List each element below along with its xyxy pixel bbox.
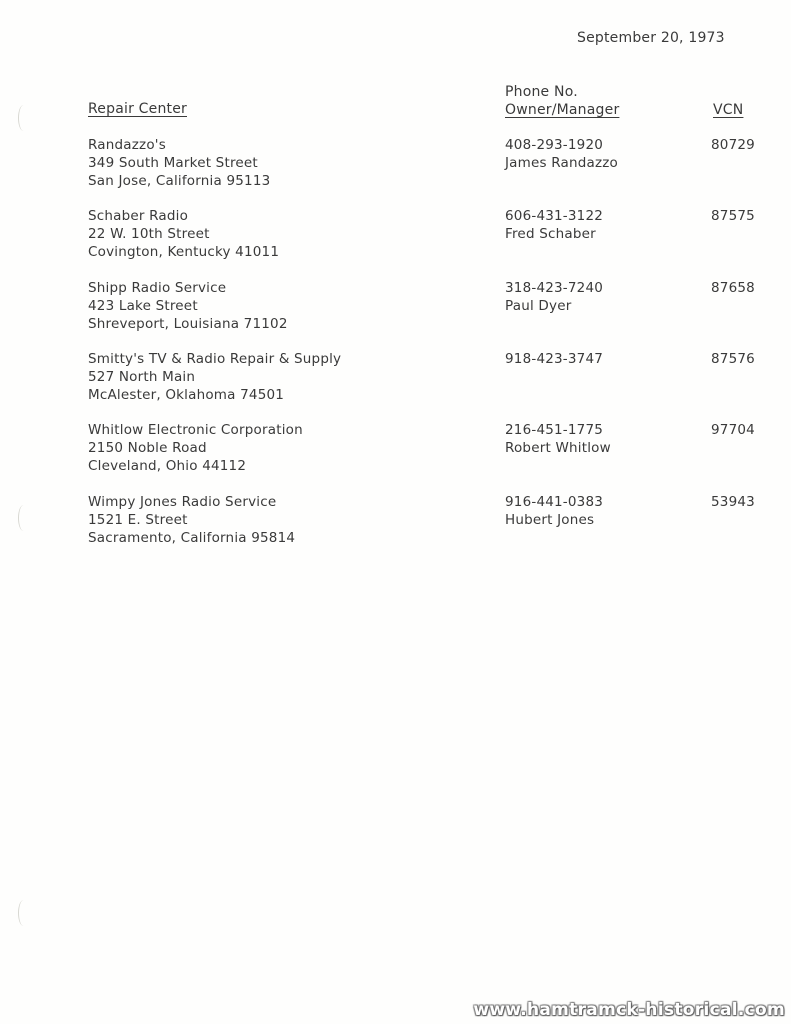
repair-center-address [88,136,270,190]
column-header-phone-no: Phone No. [505,84,578,100]
repair-center-street: 423 Lake Street [88,298,198,314]
repair-center-city: Shreveport, Louisiana 71102 [88,316,288,332]
repair-center-contact [505,421,611,457]
repair-center-phone: 408-293-1920 [505,137,604,153]
repair-center-address [88,279,288,333]
repair-center-name: Smitty's TV & Radio Repair & Supply [88,351,342,367]
site-watermark: www.hamtramck-historical.com [473,1000,785,1020]
repair-center-owner [505,368,603,386]
repair-center-vcn: 97704 [711,422,755,438]
repair-center-city: Cleveland, Ohio 44112 [88,458,247,474]
repair-center-phone: 606-431-3122 [505,208,604,224]
repair-center-phone: 318-423-7240 [505,280,604,296]
repair-center-contact [505,279,603,315]
repair-center-entry [0,421,791,481]
repair-center-address [88,350,341,404]
repair-center-address [88,207,279,261]
document-date: September 20, 1973 [577,30,725,46]
repair-center-address [88,421,303,475]
repair-center-city: McAlester, Oklahoma 74501 [88,387,285,403]
repair-center-contact [505,136,618,172]
repair-center-entry [0,279,791,339]
repair-center-contact [505,493,603,529]
repair-center-street: 1521 E. Street [88,512,188,528]
repair-center-owner: Fred Schaber [505,226,596,242]
repair-center-entry [0,136,791,196]
repair-center-entry [0,493,791,553]
repair-center-street: 2150 Noble Road [88,440,207,456]
column-header-repair-center: Repair Center [88,101,187,117]
repair-center-city: San Jose, California 95113 [88,173,271,189]
repair-center-owner: James Randazzo [505,155,619,171]
repair-center-owner: Hubert Jones [505,512,595,528]
repair-center-name: Schaber Radio [88,208,189,224]
repair-center-owner: Robert Whitlow [505,440,611,456]
binder-hole-mark [18,900,29,926]
repair-center-name: Shipp Radio Service [88,280,227,296]
repair-center-name: Wimpy Jones Radio Service [88,494,277,510]
repair-center-entry [0,207,791,267]
repair-center-contact [505,207,603,243]
repair-center-city: Sacramento, California 95814 [88,530,296,546]
repair-center-vcn: 53943 [711,494,755,510]
repair-center-owner: Paul Dyer [505,298,572,314]
repair-center-street: 349 South Market Street [88,155,258,171]
column-header-vcn: VCN [713,102,744,118]
repair-center-phone: 216-451-1775 [505,422,604,438]
repair-center-phone: 916-441-0383 [505,494,604,510]
repair-center-street: 527 North Main [88,369,196,385]
repair-center-address [88,493,295,547]
repair-center-phone: 918-423-3747 [505,351,604,367]
binder-hole-mark [18,105,29,131]
repair-center-city: Covington, Kentucky 41011 [88,244,280,260]
repair-center-contact [505,350,603,386]
repair-center-name: Whitlow Electronic Corporation [88,422,303,438]
repair-center-vcn: 87658 [711,280,755,296]
repair-center-street: 22 W. 10th Street [88,226,210,242]
repair-center-name: Randazzo's [88,137,166,153]
repair-center-vcn: 87576 [711,351,755,367]
column-header-owner-manager: Owner/Manager [505,102,620,118]
repair-center-vcn: 80729 [711,137,755,153]
repair-center-vcn: 87575 [711,208,755,224]
repair-center-entry [0,350,791,410]
